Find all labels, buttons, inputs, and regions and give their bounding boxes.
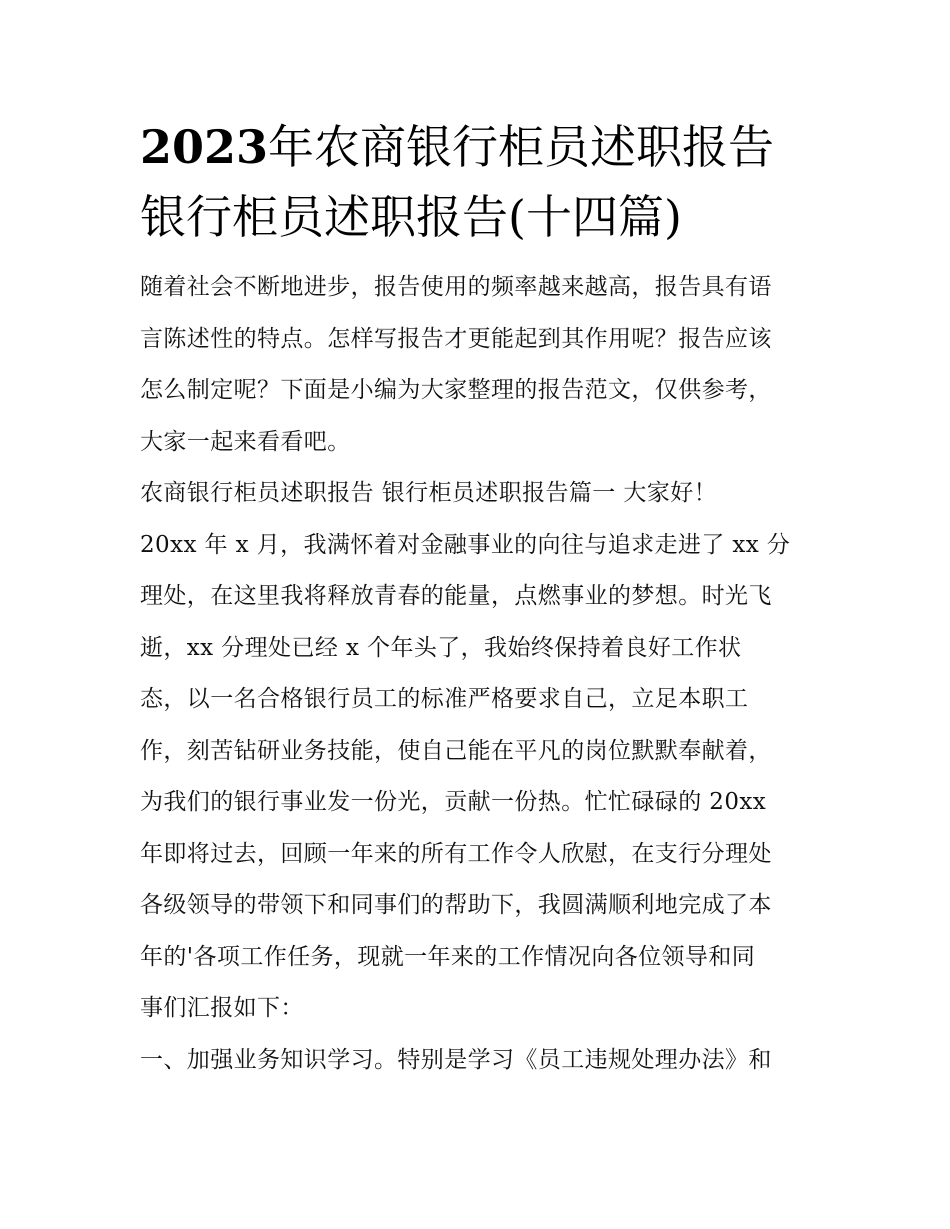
body-line-10: 作，刻苦钻研业务技能，使自己能在平凡的岗位默默奉献着， — [140, 737, 772, 764]
body-line-1: 随着社会不断地进步，报告使用的频率越来越高，报告具有语 — [140, 274, 772, 300]
body-line-13: 各级领导的带领下和同事们的帮助下，我圆满顺利地完成了本 — [140, 892, 772, 918]
body-line-4: 大家一起来看看吧。 — [140, 428, 351, 455]
body-line-9: 态，以一名合格银行员工的标准严格要求自己，立足本职工 — [140, 686, 749, 712]
body-line-6: 20xx 年 x 月，我满怀着对金融事业的向往与追求走进了 xx 分 — [140, 531, 791, 558]
body-line-14: 年的'各项工作任务，现就一年来的工作情况向各位领导和同 — [140, 943, 756, 970]
title-line-2: 银行柜员述职报告(十四篇) — [140, 190, 682, 244]
body-line-2: 言陈述性的特点。怎样写报告才更能起到其作用呢？报告应该 — [140, 325, 772, 352]
body-line-15: 事们汇报如下： — [140, 995, 304, 1021]
title-line-1 — [140, 112, 812, 182]
body-line-8: 逝，xx 分理处已经 x 个年头了，我始终保持着良好工作状 — [140, 634, 742, 661]
title-line-1-text: 年农商银行柜员述职报告 — [268, 120, 775, 174]
title-year: 2023 — [140, 120, 269, 174]
body-line-5: 农商银行柜员述职报告 银行柜员述职报告篇一 大家好！ — [140, 480, 718, 506]
document-page — [140, 112, 812, 1086]
document-body — [140, 262, 812, 1086]
body-line-7: 理处，在这里我将释放青春的能量，点燃事业的梦想。时光飞 — [140, 583, 772, 609]
document-title — [140, 112, 812, 252]
body-line-16: 一、加强业务知识学习。特别是学习《员工违规处理办法》和 — [140, 1046, 772, 1073]
body-line-12: 年即将过去，回顾一年来的所有工作令人欣慰，在支行分理处 — [140, 840, 772, 867]
body-line-11: 为我们的银行事业发一份光，贡献一份热。忙忙碌碌的 20xx — [140, 789, 767, 815]
body-line-3: 怎么制定呢？下面是小编为大家整理的报告范文，仅供参考， — [140, 377, 772, 403]
